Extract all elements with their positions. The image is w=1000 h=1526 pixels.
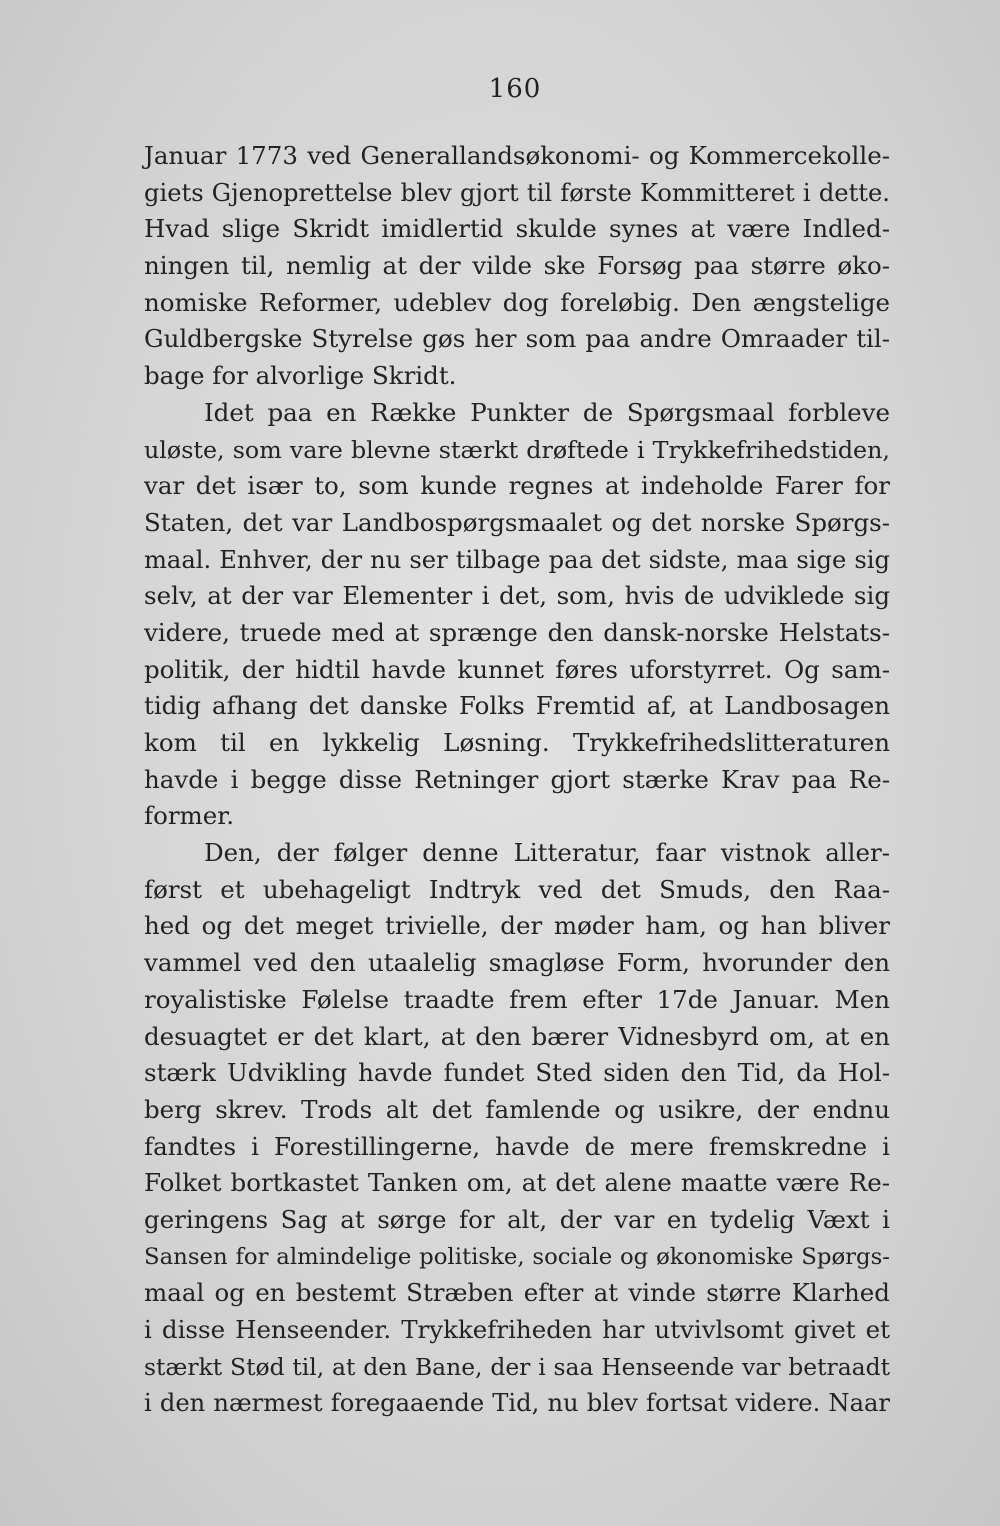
text-line: i disse Henseender. Trykkefriheden har utvivlsomt givet et bbox=[144, 1315, 890, 1344]
text-line: maal. Enhver, der nu ser tilbage paa det sidste, maa sige sig bbox=[144, 545, 890, 574]
text-line: uløste, som vare blevne stærkt drøftede i Trykkefrihedstiden, bbox=[144, 435, 890, 464]
body-text bbox=[144, 138, 890, 1422]
text-line: giets Gjenoprettelse blev gjort til første Kommitteret i dette. bbox=[144, 178, 890, 207]
text-line: former. bbox=[144, 801, 235, 831]
text-line: royalistiske Følelse traadte frem efter 17de Januar. Men bbox=[144, 984, 890, 1014]
text-line: vammel ved den utaalelig smagløse Form, hvorunder den bbox=[144, 948, 890, 978]
text-line: maal og en bestemt Stræben efter at vinde større Klarhed bbox=[144, 1278, 890, 1308]
text-line: Januar 1773 ved Generallandsøkonomi- og Kommercekolle- bbox=[144, 141, 890, 170]
text-line: først et ubehageligt Indtryk ved det Smuds, den Raa- bbox=[144, 874, 890, 904]
text-line: ningen til, nemlig at der vilde ske Forsøg paa større øko- bbox=[144, 251, 890, 281]
text-line: desuagtet er det klart, at den bærer Vidnesbyrd om, at en bbox=[144, 1021, 890, 1051]
text-line: videre, truede med at sprænge den dansk-norske Helstats- bbox=[144, 617, 890, 647]
text-line: bage for alvorlige Skridt. bbox=[144, 361, 457, 391]
text-line: i den nærmest foregaaende Tid, nu blev fortsat videre. Naar bbox=[144, 1389, 890, 1418]
text-line: Staten, det var Landbospørgsmaalet og det norske Spørgs- bbox=[144, 507, 890, 537]
text-line: Sansen for almindelige politiske, sociale og økonomiske Spørgs- bbox=[144, 1243, 890, 1270]
text-line: Hvad slige Skridt imidlertid skulde synes at være Indled- bbox=[144, 214, 890, 244]
text-line: politik, der hidtil havde kunnet føres uforstyrret. Og sam- bbox=[144, 654, 890, 684]
text-line: havde i begge disse Retninger gjort stærke Krav paa Re- bbox=[144, 764, 890, 794]
text-line: kom til en lykkelig Løsning. Trykkefrihedslitteraturen bbox=[144, 728, 890, 757]
paragraph-start-line: Den, der følger denne Litteratur, faar vistnok aller- bbox=[204, 838, 890, 868]
text-line: nomiske Reformer, udeblev dog foreløbig. Den ængstelige bbox=[144, 287, 890, 317]
text-line: geringens Sag at sørge for alt, der var en tydelig Væxt i bbox=[144, 1204, 890, 1234]
text-line: berg skrev. Trods alt det famlende og usikre, der endnu bbox=[144, 1094, 890, 1124]
text-line: var det især to, som kunde regnes at indeholde Farer for bbox=[144, 471, 890, 501]
text-line: tidig afhang det danske Folks Fremtid af, at Landbosagen bbox=[144, 691, 890, 721]
text-line: stærkt Stød til, at den Bane, der i saa Henseende var betraadt bbox=[144, 1352, 890, 1381]
text-line: selv, at der var Elementer i det, som, hvis de udviklede sig bbox=[144, 581, 890, 611]
text-line: stærk Udvikling havde fundet Sted siden den Tid, da Hol- bbox=[144, 1058, 890, 1088]
paragraph-start-line: Idet paa en Række Punkter de Spørgsmaal forbleve bbox=[204, 397, 890, 427]
text-line: hed og det meget trivielle, der møder ham, og han bliver bbox=[144, 911, 890, 941]
text-line: Guldbergske Styrelse gøs her som paa andre Omraader til- bbox=[144, 324, 890, 354]
page-number: 160 bbox=[488, 74, 542, 104]
text-line: fandtes i Forestillingerne, havde de mere fremskredne i bbox=[144, 1131, 890, 1161]
text-line: Folket bortkastet Tanken om, at det alene maatte være Re- bbox=[144, 1168, 890, 1198]
